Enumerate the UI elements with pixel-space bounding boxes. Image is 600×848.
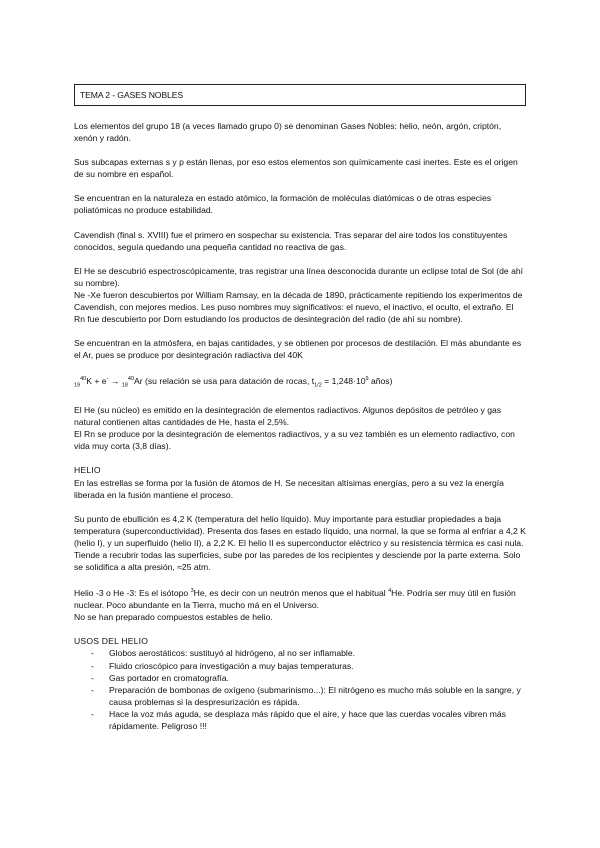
- paragraph-compounds: No se han preparado compuestos estables de helio.: [74, 612, 273, 623]
- list-item: - Gas portador en cromatografía.: [91, 672, 229, 683]
- list-item: - Hace la voz más aguda, se desplaza más rápido que el aire, y hace que las cuerdas vocales vibren más rápidamente. Peligroso !!!: [91, 708, 506, 731]
- paragraph-group-18: Los elementos del grupo 18 (a veces llamado grupo 0) se denominan Gases Nobles: helio, neón, argón, criptón, xenón y radón.: [74, 121, 502, 144]
- decay-formula: $_{19}^{40}$K + e- → $_{18}^{40}$Ar (su relación se usa para datación de rocas, $t_{1/2} = 1,248\cdot 10^9$ años): [74, 376, 393, 389]
- list-item: - Globos aerostáticos: sustituyó al hidrógeno, al no ser inflamable.: [91, 648, 356, 659]
- paragraph-boiling-point: Su punto de ebullición es 4,2 K (temperatura del helio líquido). Muy importante para estudiar propiedades a baja temperatura (superconductividad). Presenta dos fases en estado líquido, una normal, la que se forma al enfriar a 4,2 K (helio I), y un superfluido (helio II), a 2,2 K. El helio II es superconductor eléctrico y su resistencia térmica es casi nula. Tiende a recubrir todas las superficies, sube por las paredes de los recipientes y desciende por la parte externa. Solo se solidifica a alta presión, ≈25 atm.: [74, 513, 526, 573]
- paragraph-atmosphere: Se encuentran en la atmósfera, en bajas cantidades, y se obtienen por procesos de destilación. El más abundante es el Ar, pues se produce por desintegración radiactiva del 40K: [74, 338, 522, 361]
- paragraph-ramsay: Ne -Xe fueron descubiertos por William Ramsay, en la década de 1890, prácticamente repitiendo los experimentos de Cavendish, con mejores medios. Les puso nombres muy significativos: el nuevo, el inactivo, el oculto, el extraño. El Rn fue descubierto por Dorn estudiando los productos de desintegración del radio (de ahí su nombre).: [74, 289, 523, 325]
- paragraph-helium-3: Helio -3 o He -3: Es el isótopo $^3$He, es decir con un neutrón menos que el habitual $^4$He. Podría ser muy útil en fusión nuclear. Poco abundante en la Tierra, mucho má en el Universo.: [74, 588, 516, 611]
- paragraph-he-nucleus: El He (su núcleo) es emitido en la desintegración de elementos radiactivos. Algunos depósitos de petróleo y gas natural contienen altas cantidades de He, hasta el 2,5%.: [74, 405, 502, 428]
- paragraph-atomic-state: Se encuentran en la naturaleza en estado atómico, la formación de moléculas diatómicas o de otras especies poliatómicas no produce estabilidad.: [74, 193, 492, 216]
- paragraph-rn: El Rn se produce por la desintegración de elementos radiactivos, y a su vez también es un elemento radiactivo, con vida muy corta (3,8 días).: [74, 429, 515, 452]
- paragraph-subshells: Sus subcapas externas s y p están llenas, por eso estos elementos son químicamente casi inertes. Este es el origen de su nombre en español.: [74, 157, 518, 180]
- paragraph-cavendish: Cavendish (final s. XVIII) fue el primero en sospechar su existencia. Tras separar del aire todos los constituyentes conocidos, seguía quedando una pequeña cantidad no reactiva de gas.: [74, 229, 508, 252]
- list-item: - Fluido crioscópico para investigación a muy bajas temperaturas.: [91, 660, 354, 671]
- document-page: [74, 84, 526, 732]
- paragraph-he-discovery: El He se descubrió espectroscópicamente, tras registrar una línea desconocida durante un eclipse total de Sol (de ahí su nombre).: [74, 265, 524, 288]
- uses-list: [74, 647, 526, 732]
- list-item: - Preparación de bombonas de oxígeno (submarinismo...): El nitrógeno es mucho más soluble en la sangre, y causa problemas si la despresurización es rápida.: [91, 684, 521, 707]
- section-heading-usos: USOS DEL HELIO: [74, 636, 149, 647]
- section-heading-helio: HELIO: [74, 465, 101, 476]
- paragraph-stars: En las estrellas se forma por la fusión de átomos de H. Se necesitan altísimas energías, pero a su vez la energía liberada en la fusión mantiene el proceso.: [74, 477, 504, 500]
- page-title: TEMA 2 - GASES NOBLES: [74, 84, 526, 106]
